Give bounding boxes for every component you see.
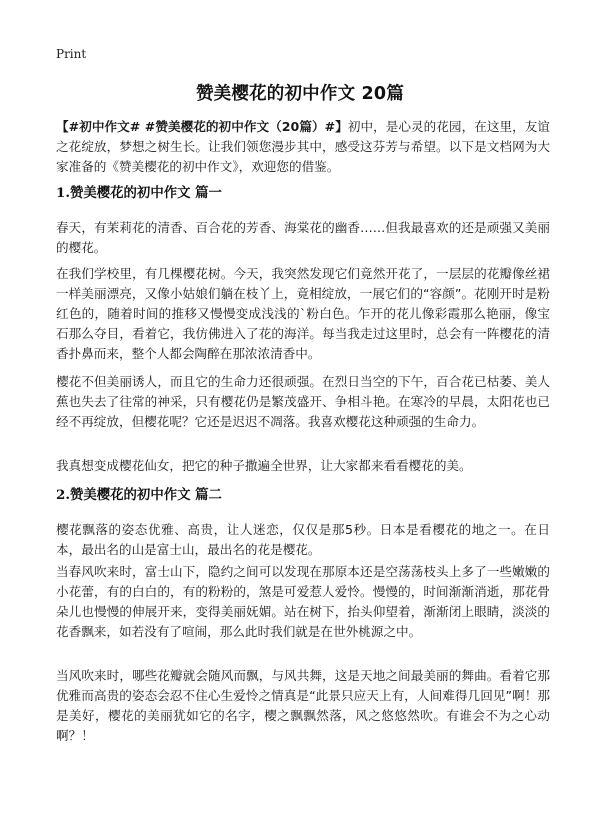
section-2-paragraph-2: 当春风吹来时，富士山下，隐约之间可以发现在那原本还是空荡荡枝头上多了一些嫩嫩的小花蕾，有的白白的，有的粉粉的，煞是可爱惹人爱怜。慢慢的，时间渐渐消逝，那花骨朵儿也慢慢的伸展开来，变得美丽妩媚。站在树下，抬头仰望着，渐渐闭上眼睛，淡淡的花香飘来，如若没有了喧闹，那么此时我们就是在世外桃源之中。 <box>56 564 550 639</box>
section-heading-1: 1.赞美樱花的初中作文 篇一 <box>56 185 222 201</box>
section-1-paragraph-2: 在我们学校里，有几棵樱花树。今天，我突然发现它们竟然开花了，一层层的花瓣像丝裙一样美丽漂亮，又像小姑娘们躺在枝丫上，竟相绽放，一展它们的“容颜”。花刚开时是粉红色的，随着时间的推移又慢慢变成浅浅的`粉白色。乍开的花儿像彩霞那么艳丽，像宝石那么夺目，看着它，我仿佛进入了花的海洋。每当我走过这里时，总会有一阵樱花的清香扑鼻而来，整个人都会陶醉在那浓浓清香中。 <box>56 266 550 361</box>
section-1-paragraph-4: 我真想变成樱花仙女，把它的种子撒遍全世界，让大家都来看看樱花的美。 <box>56 458 472 473</box>
section-2-paragraph-1: 樱花飘落的姿态优雅、高贵，让人迷恋，仅仅是那5秒。日本是看樱花的地之一。在日本，最出名的山是富士山，最出名的花是樱花。 <box>56 522 550 557</box>
print-link[interactable]: Print <box>56 47 87 61</box>
section-1-paragraph-3: 樱花不但美丽诱人，而且它的生命力还很顽强。在烈日当空的下午，百合花已枯萎、美人蕉也失去了往常的神采，只有樱花仍是繁茂盛开、争相斗艳。在寒冷的早晨，太阳花也已经不再绽放，但樱花呢？它还是迟迟不凋落。我喜欢樱花这种顽强的生命力。 <box>56 374 550 429</box>
intro-text: 初中，是心灵的花园，在这里，友谊之花绽放，梦想之树生长。让我们领您漫步其中，感受这芬芳与希望。以下是文档网为大家准备的《赞美樱花的初中作文》，欢迎您的借鉴。 <box>56 119 550 174</box>
intro-paragraph <box>56 117 550 177</box>
section-heading-2: 2.赞美樱花的初中作文 篇二 <box>56 487 222 503</box>
intro-lead: 【#初中作文# #赞美樱花的初中作文（20篇）#】 <box>56 119 348 134</box>
document-title: 赞美樱花的初中作文 20篇 <box>195 84 405 104</box>
section-1-paragraph-1: 春天，有茉莉花的清香、百合花的芳香、海棠花的幽香……但我最喜欢的还是顽强又美丽的樱花。 <box>56 220 550 255</box>
section-2-paragraph-3: 当风吹来时，哪些花瓣就会随风而飘，与风共舞，这是天地之间最美丽的舞曲。看着它那优雅而高贵的姿态会忍不住心生爱怜之情真是“此景只应天上有，人间难得几回见”啊！那是美好，樱花的美丽犹如它的名字，樱之飘飘然落，风之悠悠然吹。有谁会不为之心动啊？！ <box>56 668 550 743</box>
